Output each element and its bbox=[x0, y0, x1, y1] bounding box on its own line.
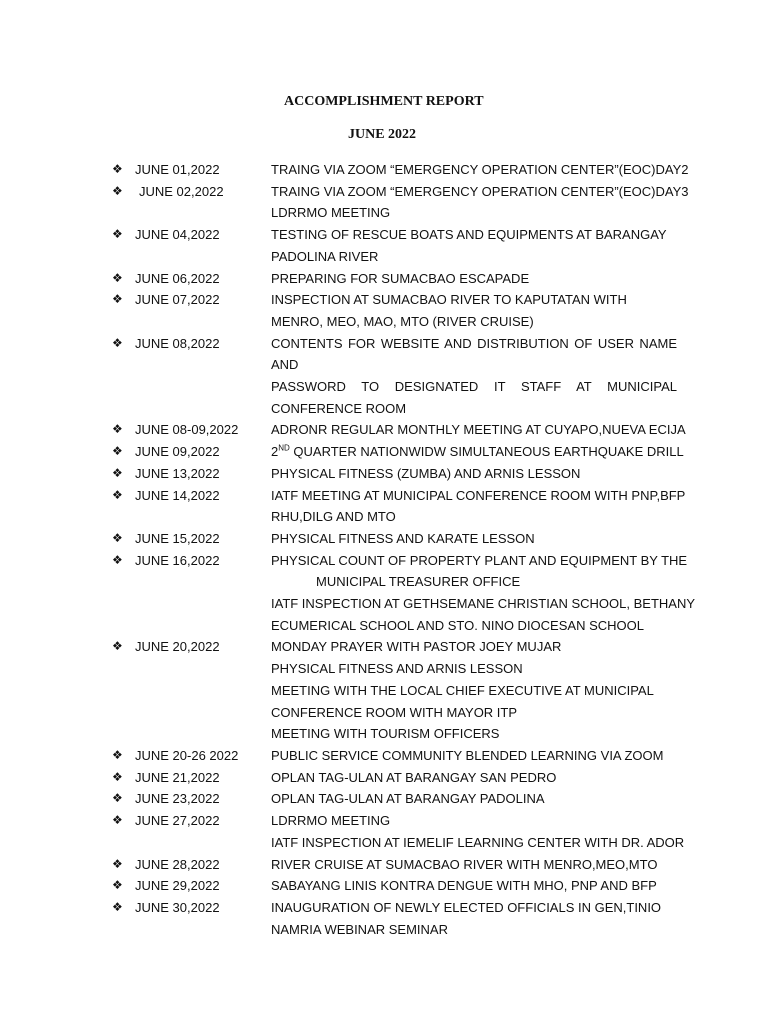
activity-line: ADRONR REGULAR MONTHLY MEETING AT CUYAPO,NUEVA ECIJA bbox=[271, 422, 686, 438]
list-item bbox=[0, 788, 768, 810]
activity-line: RHU,DILG AND MTO bbox=[271, 509, 396, 525]
list-item bbox=[0, 419, 768, 441]
activity-line: CONFERENCE ROOM bbox=[271, 400, 407, 416]
entry-date: JUNE 07,2022 bbox=[135, 292, 220, 308]
list-item bbox=[0, 159, 768, 181]
diamond-bullet-icon: ❖ bbox=[112, 487, 123, 502]
entry-date: JUNE 13,2022 bbox=[135, 465, 220, 481]
entry-activities bbox=[271, 897, 677, 940]
list-item bbox=[0, 854, 768, 876]
list-item bbox=[0, 485, 768, 528]
diamond-bullet-icon: ❖ bbox=[112, 813, 123, 828]
diamond-bullet-icon: ❖ bbox=[112, 335, 123, 350]
entry-date: JUNE 01,2022 bbox=[135, 162, 220, 177]
entry-date: JUNE 28,2022 bbox=[135, 856, 220, 872]
activity-line: OPLAN TAG-ULAN AT BARANGAY PADOLINA bbox=[271, 791, 545, 807]
entry-activities bbox=[271, 333, 677, 420]
entry-activities bbox=[271, 767, 677, 789]
list-item bbox=[0, 875, 768, 897]
diamond-bullet-icon: ❖ bbox=[112, 162, 123, 176]
diamond-bullet-icon: ❖ bbox=[112, 639, 123, 654]
list-item bbox=[0, 463, 768, 485]
activity-line: SABAYANG LINIS KONTRA DENGUE WITH MHO, PNP AND BFP bbox=[271, 878, 657, 894]
list-item bbox=[0, 289, 768, 332]
list-item bbox=[0, 810, 768, 853]
diamond-bullet-icon: ❖ bbox=[112, 899, 123, 914]
entry-date: JUNE 08-09,2022 bbox=[135, 422, 239, 438]
list-item bbox=[0, 441, 768, 463]
list-item bbox=[0, 897, 768, 940]
diamond-bullet-icon: ❖ bbox=[112, 444, 123, 459]
entry-activities bbox=[271, 528, 677, 550]
diamond-bullet-icon: ❖ bbox=[112, 422, 123, 437]
entry-date: JUNE 15,2022 bbox=[135, 530, 220, 546]
entry-date: JUNE 14,2022 bbox=[135, 487, 220, 503]
entry-date: JUNE 20-26 2022 bbox=[135, 747, 239, 763]
entry-date: JUNE 06,2022 bbox=[135, 270, 220, 286]
diamond-bullet-icon: ❖ bbox=[112, 747, 123, 762]
activity-line: IATF INSPECTION AT GETHSEMANE CHRISTIAN SCHOOL, BETHANY bbox=[271, 596, 696, 612]
entry-activities bbox=[271, 268, 677, 290]
diamond-bullet-icon: ❖ bbox=[112, 769, 123, 784]
entry-activities bbox=[271, 289, 677, 332]
activity-line: PHYSICAL COUNT OF PROPERTY PLANT AND EQUIPMENT BY THE bbox=[271, 552, 688, 568]
list-item bbox=[0, 767, 768, 789]
activity-line: MENRO, MEO, MAO, MTO (RIVER CRUISE) bbox=[271, 313, 534, 329]
diamond-bullet-icon: ❖ bbox=[112, 292, 123, 307]
entry-date: JUNE 23,2022 bbox=[135, 791, 220, 807]
activity-line: MONDAY PRAYER WITH PASTOR JOEY MUJAR bbox=[271, 639, 562, 655]
activity-line: LDRRMO MEETING bbox=[271, 813, 391, 829]
activity-line: OPLAN TAG-ULAN AT BARANGAY SAN PEDRO bbox=[271, 769, 557, 785]
diamond-bullet-icon: ❖ bbox=[112, 856, 123, 871]
entry-date: JUNE 27,2022 bbox=[135, 813, 220, 829]
entry-activities bbox=[271, 810, 685, 853]
entry-activities bbox=[271, 419, 686, 441]
activity-line: PREPARING FOR SUMACBAO ESCAPADE bbox=[271, 270, 530, 286]
list-item bbox=[0, 268, 768, 290]
entry-activities bbox=[271, 224, 677, 267]
activity-line: MEETING WITH THE LOCAL CHIEF EXECUTIVE AT MUNICIPAL bbox=[271, 682, 654, 698]
diamond-bullet-icon: ❖ bbox=[112, 227, 123, 242]
entry-activities bbox=[271, 636, 677, 745]
activity-line: PASSWORD TO DESIGNATED IT STAFF AT MUNICIPAL bbox=[271, 379, 677, 395]
entry-activities bbox=[271, 159, 689, 181]
entry-activities bbox=[271, 441, 684, 463]
entry-date: JUNE 21,2022 bbox=[135, 769, 220, 785]
list-item bbox=[0, 550, 768, 637]
entry-activities bbox=[271, 463, 677, 485]
diamond-bullet-icon: ❖ bbox=[112, 530, 123, 545]
activity-line bbox=[271, 441, 684, 463]
entry-date: JUNE 04,2022 bbox=[135, 227, 220, 243]
activity-line: TESTING OF RESCUE BOATS AND EQUIPMENTS AT BARANGAY bbox=[271, 227, 667, 243]
entry-date: JUNE 09,2022 bbox=[135, 444, 220, 460]
activity-line: MEETING WITH TOURISM OFFICERS bbox=[271, 726, 500, 742]
entry-activities bbox=[271, 875, 677, 897]
ordinal-number: 2 bbox=[271, 444, 279, 460]
list-item bbox=[0, 528, 768, 550]
activity-line: CONFERENCE ROOM WITH MAYOR ITP bbox=[271, 704, 518, 720]
activity-line: PHYSICAL FITNESS (ZUMBA) AND ARNIS LESSON bbox=[271, 465, 581, 481]
diamond-bullet-icon: ❖ bbox=[112, 791, 123, 806]
diamond-bullet-icon: ❖ bbox=[112, 878, 123, 893]
activity-line: PHYSICAL FITNESS AND ARNIS LESSON bbox=[271, 661, 523, 677]
report-title: ACCOMPLISHMENT REPORT bbox=[284, 94, 484, 109]
diamond-bullet-icon: ❖ bbox=[112, 552, 123, 567]
activity-line: TRAING VIA ZOOM “EMERGENCY OPERATION CENTER”(EOC)DAY3 bbox=[271, 183, 689, 199]
entry-date: JUNE 30,2022 bbox=[135, 899, 220, 915]
ordinal-suffix: ND bbox=[278, 443, 290, 453]
activity-line: PUBLIC SERVICE COMMUNITY BLENDED LEARNING VIA ZOOM bbox=[271, 747, 664, 763]
list-item bbox=[0, 181, 768, 224]
entry-activities bbox=[271, 181, 689, 224]
entry-date: JUNE 08,2022 bbox=[135, 335, 220, 351]
activity-line: LDRRMO MEETING bbox=[271, 205, 391, 221]
activity-line: ECUMERICAL SCHOOL AND STO. NINO DIOCESAN SCHOOL bbox=[271, 617, 644, 633]
list-item bbox=[0, 333, 768, 420]
entry-activities bbox=[271, 854, 677, 876]
diamond-bullet-icon: ❖ bbox=[112, 183, 123, 198]
activity-line: CONTENTS FOR WEBSITE AND DISTRIBUTION OF USER NAME AND bbox=[271, 335, 677, 373]
entry-activities bbox=[271, 485, 686, 528]
diamond-bullet-icon: ❖ bbox=[112, 270, 123, 285]
entry-date: JUNE 20,2022 bbox=[135, 639, 220, 655]
activity-line: RIVER CRUISE AT SUMACBAO RIVER WITH MENRO,MEO,MTO bbox=[271, 856, 658, 872]
activity-line: PHYSICAL FITNESS AND KARATE LESSON bbox=[271, 530, 535, 546]
list-item bbox=[0, 636, 768, 745]
entry-activities bbox=[271, 550, 696, 637]
list-item bbox=[0, 745, 768, 767]
activity-line: NAMRIA WEBINAR SEMINAR bbox=[271, 921, 448, 937]
entry-activities bbox=[271, 745, 677, 767]
activity-line: PADOLINA RIVER bbox=[271, 248, 379, 264]
diamond-bullet-icon: ❖ bbox=[112, 465, 123, 480]
entry-date: JUNE 16,2022 bbox=[135, 552, 220, 568]
activity-line: INSPECTION AT SUMACBAO RIVER TO KAPUTATAN WITH bbox=[271, 292, 627, 308]
entries-list bbox=[0, 159, 768, 940]
activity-line: IATF INSPECTION AT IEMELIF LEARNING CENTER WITH DR. ADOR bbox=[271, 834, 685, 850]
activity-line: INAUGURATION OF NEWLY ELECTED OFFICIALS IN GEN,TINIO bbox=[271, 899, 662, 915]
entry-date: JUNE 29,2022 bbox=[135, 878, 220, 894]
entry-activities bbox=[271, 788, 677, 810]
entry-date: JUNE 02,2022 bbox=[139, 183, 224, 199]
list-item bbox=[0, 224, 768, 267]
activity-text: QUARTER NATIONWIDW SIMULTANEOUS EARTHQUAKE DRILL bbox=[289, 444, 684, 460]
report-month: JUNE 2022 bbox=[348, 127, 417, 142]
activity-line: MUNICIPAL TREASURER OFFICE bbox=[316, 574, 521, 590]
activity-line: IATF MEETING AT MUNICIPAL CONFERENCE ROOM WITH PNP,BFP bbox=[271, 487, 686, 503]
activity-line: TRAING VIA ZOOM “EMERGENCY OPERATION CENTER”(EOC)DAY2 bbox=[271, 162, 689, 177]
